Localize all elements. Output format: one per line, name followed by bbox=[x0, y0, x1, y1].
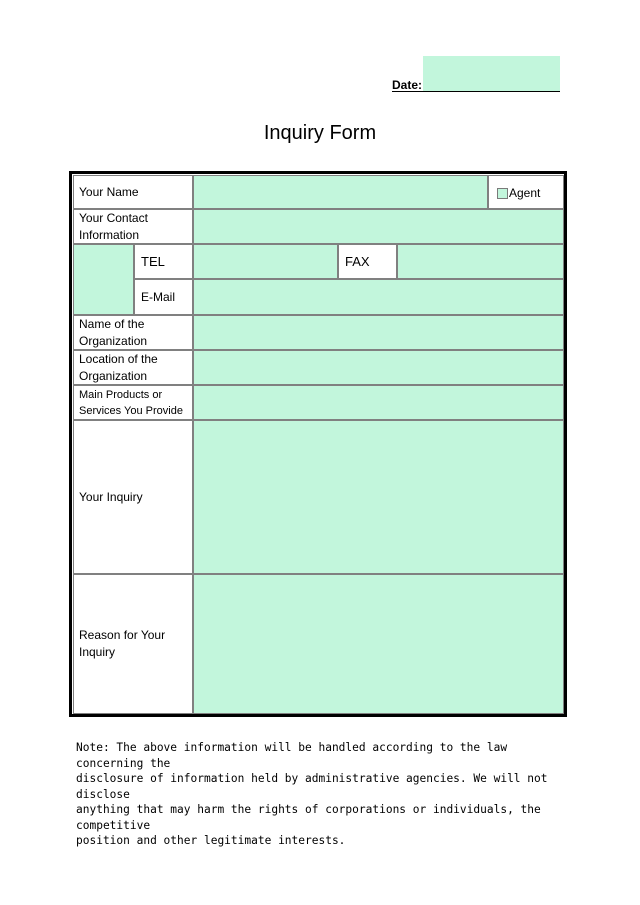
agent-label: Agent bbox=[509, 186, 541, 200]
fax-label: FAX bbox=[338, 244, 397, 279]
email-label: E-Mail bbox=[134, 279, 193, 315]
products-input[interactable] bbox=[193, 385, 564, 420]
inquiry-textarea[interactable] bbox=[193, 420, 564, 574]
inquiry-label: Your Inquiry bbox=[73, 420, 193, 574]
email-input[interactable] bbox=[193, 279, 564, 315]
agent-checkbox[interactable] bbox=[497, 188, 508, 199]
org-location-label: Location of the Organization bbox=[73, 350, 193, 385]
org-location-input[interactable] bbox=[193, 350, 564, 385]
date-label: Date: bbox=[392, 78, 423, 92]
tel-label: TEL bbox=[134, 244, 193, 279]
inquiry-form bbox=[69, 171, 567, 717]
your-name-input[interactable] bbox=[193, 175, 488, 209]
contact-subblock bbox=[73, 244, 134, 315]
org-name-label: Name of the Organization bbox=[73, 315, 193, 350]
org-name-input[interactable] bbox=[193, 315, 564, 350]
reason-label: Reason for Your Inquiry bbox=[73, 574, 193, 714]
contact-input[interactable] bbox=[193, 209, 564, 244]
note-text: Note: The above information will be handled according to the law concerning the disclosure of information held by administrative agencies. We will not disclose anything that may harm the rights of corporations or individuals, the competitive position and other legitimate interests. bbox=[76, 741, 548, 847]
date-input[interactable] bbox=[423, 56, 560, 91]
agent-checkbox-wrapper[interactable] bbox=[497, 186, 540, 200]
agent-cell bbox=[488, 175, 564, 209]
your-name-label: Your Name bbox=[73, 175, 193, 209]
products-label: Main Products or Services You Provide bbox=[73, 385, 193, 420]
reason-textarea[interactable] bbox=[193, 574, 564, 714]
tel-input[interactable] bbox=[193, 244, 338, 279]
contact-label: Your Contact Information bbox=[73, 209, 193, 244]
fax-input[interactable] bbox=[397, 244, 564, 279]
page-title: Inquiry Form bbox=[263, 122, 377, 144]
